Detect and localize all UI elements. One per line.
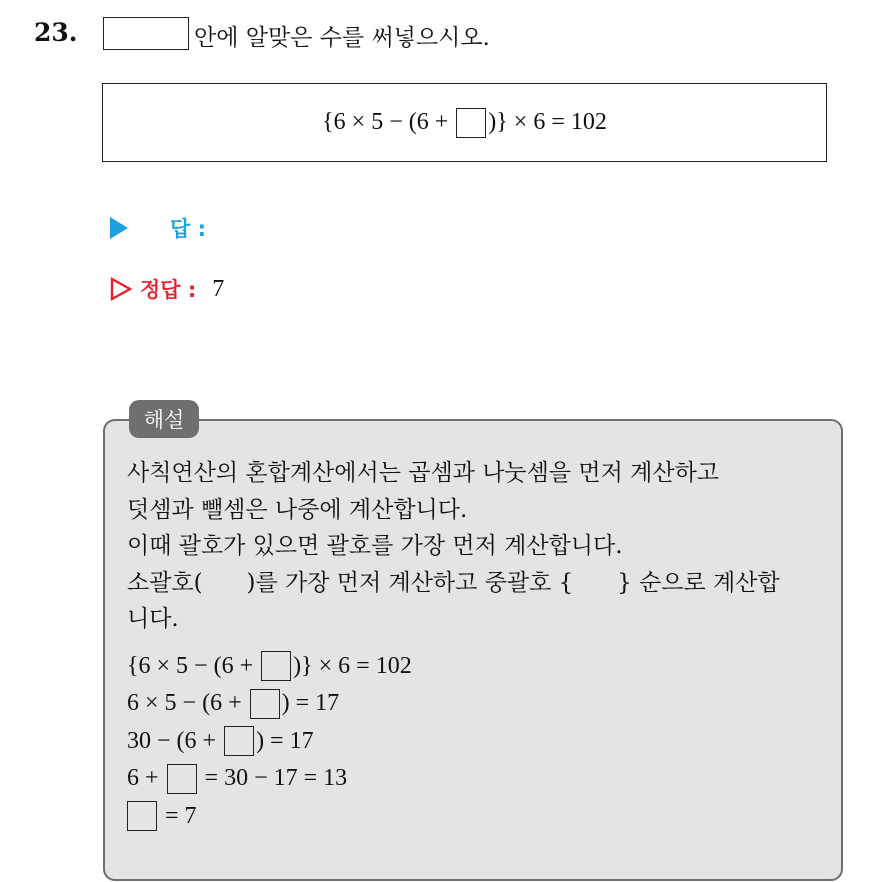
step-after: ) = 17: [281, 690, 340, 716]
answer-row: [110, 213, 206, 243]
solution-row: [110, 274, 224, 304]
step-equation: [127, 764, 412, 794]
explanation-line: 덧셈과 뺄셈은 나중에 계산합니다.: [127, 496, 468, 523]
step-after: ) = 17: [256, 727, 314, 754]
outline-triangle-icon: [110, 277, 132, 301]
step-blank: [261, 651, 291, 681]
solution-steps: [127, 651, 412, 839]
step-blank: [250, 689, 280, 719]
equation-after: )} × 6 = 102: [488, 109, 607, 135]
step-equation: [127, 801, 412, 831]
play-triangle-icon: [110, 217, 128, 239]
step-equation: [127, 651, 412, 681]
solution-value: 7: [212, 275, 225, 302]
step-before: {6 × 5 − (6 +: [127, 652, 260, 679]
answer-label: 답 :: [170, 217, 206, 241]
step-blank: [167, 764, 197, 794]
equation: [322, 108, 607, 138]
step-equation: [127, 726, 412, 756]
explanation-line: 소괄호( )를 가장 먼저 계산하고 중괄호 { } 순으로 계산합: [127, 569, 780, 596]
explanation-tab: 해설: [129, 400, 199, 438]
step-before: 30 − (6 +: [127, 727, 223, 754]
solution-label: 정답 :: [140, 278, 197, 302]
explanation-line: 사칙연산의 혼합계산에서는 곱셈과 나눗셈을 먼저 계산하고: [127, 460, 720, 486]
step-before: 6 +: [127, 765, 165, 791]
step-after: )} × 6 = 102: [293, 652, 412, 679]
step-before: 6 × 5 − (6 +: [127, 690, 248, 716]
question-prompt: 안에 알맞은 수를 써넣으시오.: [194, 25, 490, 51]
step-blank: [127, 801, 157, 831]
step-blank: [224, 726, 254, 756]
equation-blank: [456, 108, 486, 138]
blank-box: [103, 17, 189, 50]
explanation-line: 이때 괄호가 있으면 괄호를 가장 먼저 계산합니다.: [127, 533, 623, 559]
question-number: 23.: [34, 18, 78, 47]
step-after: = 30 − 17 = 13: [198, 765, 348, 791]
step-after: = 7: [159, 802, 197, 829]
explanation-text: [127, 455, 827, 638]
step-equation: [127, 689, 412, 719]
equation-before: {6 × 5 − (6 +: [322, 109, 455, 135]
equation-box: [102, 83, 827, 162]
explanation-line: 니다.: [127, 606, 179, 632]
